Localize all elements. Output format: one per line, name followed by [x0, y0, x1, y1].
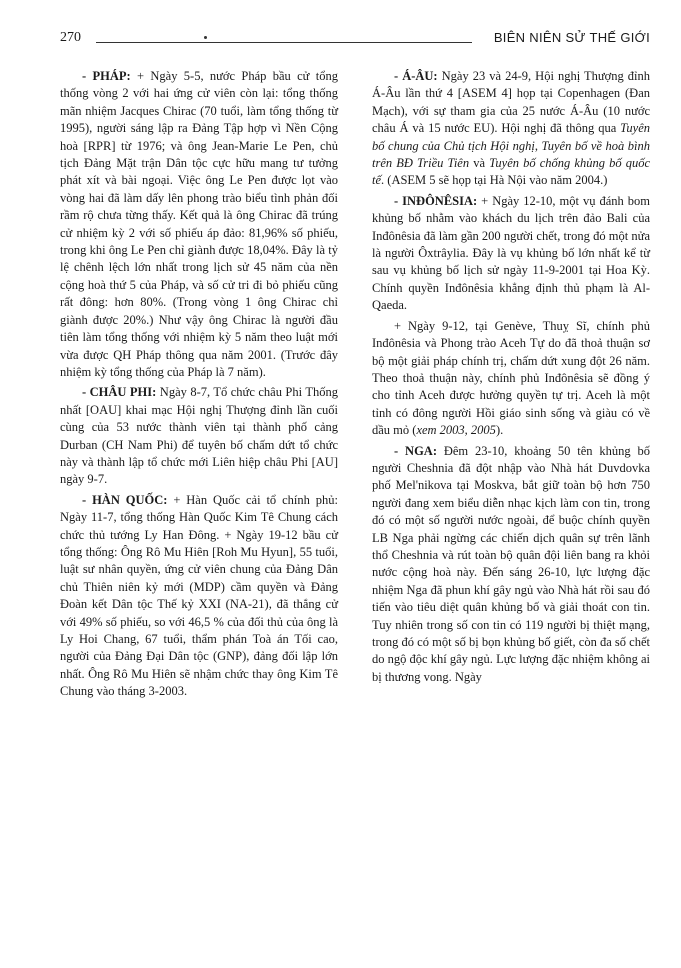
section-keyword: - INĐÔNÊSIA: [394, 193, 478, 208]
paragraph [60, 384, 338, 488]
paragraph-text: Ngày 23 và 24-9, Hội nghị Thượng đỉnh Á-Âu lần thứ 4 [ASEM 4] họp tại Copenhagen (Đan Mạch), với sự tham gia của 25 nước Á-Âu (10 nước châu Á và 15 nước EU). Hội nghị đã thông qua [372, 69, 650, 136]
paragraph-text: ). [495, 423, 504, 438]
paragraph [60, 492, 338, 701]
italic-title: Tuyên bố về hoà bình trên BĐ Triều Tiên [372, 138, 650, 171]
italic-title: xem 2003, 2005 [416, 423, 496, 438]
page-number: 270 [60, 30, 81, 45]
paragraph-text: , [534, 138, 542, 153]
section-keyword: - HÀN QUỐC: [82, 492, 168, 507]
section-keyword: - PHÁP: [82, 69, 131, 83]
page-header [60, 30, 650, 50]
section-keyword: - Á-ÂU: [394, 69, 438, 83]
paragraph-text: . (ASEM 5 sẽ họp tại Hà Nội vào năm 2004.) [381, 173, 608, 188]
left-column [60, 68, 338, 704]
section-keyword: - NGA: [394, 443, 437, 458]
paragraph-text: Ngày 8-7, Tổ chức châu Phi Thống nhất [OAU] khai mạc Hội nghị Thượng đỉnh lần cuối cùng của 53 nước thành viên tại thành phố cảng Durban (CH Nam Phi) để tuyên bố chấm dứt tổ chức này và thành lập tổ chức mới Liên hiệp châu Phi [AU] ngày 9-7. [60, 385, 338, 487]
right-column [372, 68, 650, 689]
section-keyword: - CHÂU PHI: [82, 385, 157, 400]
header-rule [96, 42, 472, 43]
paragraph-text: + Ngày 12-10, một vụ đánh bom khủng bố nhằm vào khách du lịch trên đảo Bali của Inđônêsia đã làm gần 200 người chết, trong đó một nửa là người Ôxtrâylia. Đây là vụ khủng bố lớn nhất kể từ sau vụ khủng bố lịch sử ngày 11-9-2001 tại Hoa Kỳ. Chính quyền Inđônêsia khẳng định thủ phạm là Al-Qaeda. [372, 193, 650, 313]
paragraph-text: Đêm 23-10, khoảng 50 tên khủng bố người Cheshnia đã đột nhập vào Nhà hát Duvdovka phố Mel'nikova tại Moskva, bắt giữ toàn bộ hơn 750 người đang xem biểu diễn nhạc kịch làm con tin, trong đó có một số người nước ngoài, để buộc chính quyền LB Nga phải ngừng các chiến dịch quân sự trên lãnh thổ Cheshnia và rút toàn bộ quân đội liên bang ra khỏi nước cộng hoà này. Đến sáng 26-10, lực lượng đặc nhiệm Nga đã phun khí gây ngủ vào Nhà hát rồi sau đó tiến vào tiêu diệt quân khủng bố và giải thoát con tin. Tuy nhiên trong số con tin có 119 người bị thiệt mạng, trong đó có một số bị bọn khủng bố giết, còn đa số chết do ngộ độc khí gây ngủ. Lực lượng đặc nhiệm không ai bị thương vong. Ngày [372, 443, 651, 684]
paragraph [372, 443, 650, 687]
italic-title: Tuyên bố chống khủng bố quốc tế [372, 156, 650, 188]
paragraph [372, 193, 650, 315]
paragraph-text: + Hàn Quốc cải tổ chính phủ: Ngày 11-7, tổng thống Hàn Quốc Kim Tê Chung cách chức thủ tướng Ly Han Đông. + Ngày 19-12 bầu cử tổng thống: Ông Rô Mu Hiên [Roh Mu Hyun], 55 tuổi, luật sư nhân quyền, ứng cử viên chung của Đảng Dân chủ Thiên niên kỷ mới (MDP) cầm quyền và Đảng Đoàn kết Dân tộc Thế kỷ XXI (NA-21), đã thắng cử với 49% số phiếu, so với 46,5 % của đối thủ của ông là Ly Hoi Chang, 67 tuổi, thẩm phán Toà án Tối cao, người của Đảng Đại Dân tộc (GNP), đảng đối lập lớn nhất. Ông Rô Mu Hiên sẽ nhậm chức thay ông Kim Tê Chung vào tháng 3-2003. [60, 492, 338, 699]
italic-title: Tuyên bố chung của Chủ tịch Hội nghị [372, 121, 650, 153]
paragraph-text: và [469, 156, 490, 171]
header-dot [204, 36, 207, 39]
running-title: BIÊN NIÊN SỬ THẾ GIỚI [493, 30, 650, 45]
paragraph [372, 318, 650, 440]
paragraph [60, 68, 338, 381]
paragraph-text: + Ngày 9-12, tại Genève, Thuỵ Sĩ, chính phủ Inđônêsia và Phong trào Aceh Tự do đã thoả thuận sơ bộ một giải pháp chính trị, chấm dứt xung đột 26 năm. Theo thoả thuận này, chính phủ Inđônêsia sẽ đồng ý cho tỉnh Aceh được hưởng quyền tự trị. Aceh là một tỉnh có đông người Hồi giáo sinh sống và giàu có về dầu mỏ ( [372, 318, 650, 438]
paragraph-text: + Ngày 5-5, nước Pháp bầu cử tổng thống vòng 2 với hai ứng cử viên còn lại: tổng thống mãn nhiệm Jacques Chirac (70 tuổi, làm tổng thống từ 1995), người sáng lập ra Đảng Tập hợp vì Nền Cộng hoà [RPR] từ 1976; và ông Jean-Marie Le Pen, chủ tịch Đảng Mặt trận Dân tộc cực hữu mang tư tưởng phát xít và bài ngoại. Việc ông Le Pen được lọt vào vòng hai đã làm dấy lên phong trào biểu tình phản đối rầm rộ chưa từng thấy. Kết quả là ông Chirac đã trúng cử nhiệm kỳ 2 với số phiếu áp đảo: 81,96% số phiếu, trong khi ông Le Pen chỉ giành được 18,04%. Đây là tỷ lệ chênh lệch lớn nhất trong lịch sử 45 năm của nền cộng hoà thứ 5 của Pháp, và số cử tri đi bỏ phiếu cũng rất đông: hơn 80%. (Trong vòng 1 ông Chirac chỉ giành được 20%.) Như vậy ông Chirac là người đầu tiên làm tổng thống với nhiệm kỳ 5 năm theo luật mới vừa được QH Pháp thông qua năm 2001. (Trước đây nhiệm kỳ tổng thống của Pháp là 7 năm). [60, 69, 338, 379]
paragraph [372, 68, 650, 190]
